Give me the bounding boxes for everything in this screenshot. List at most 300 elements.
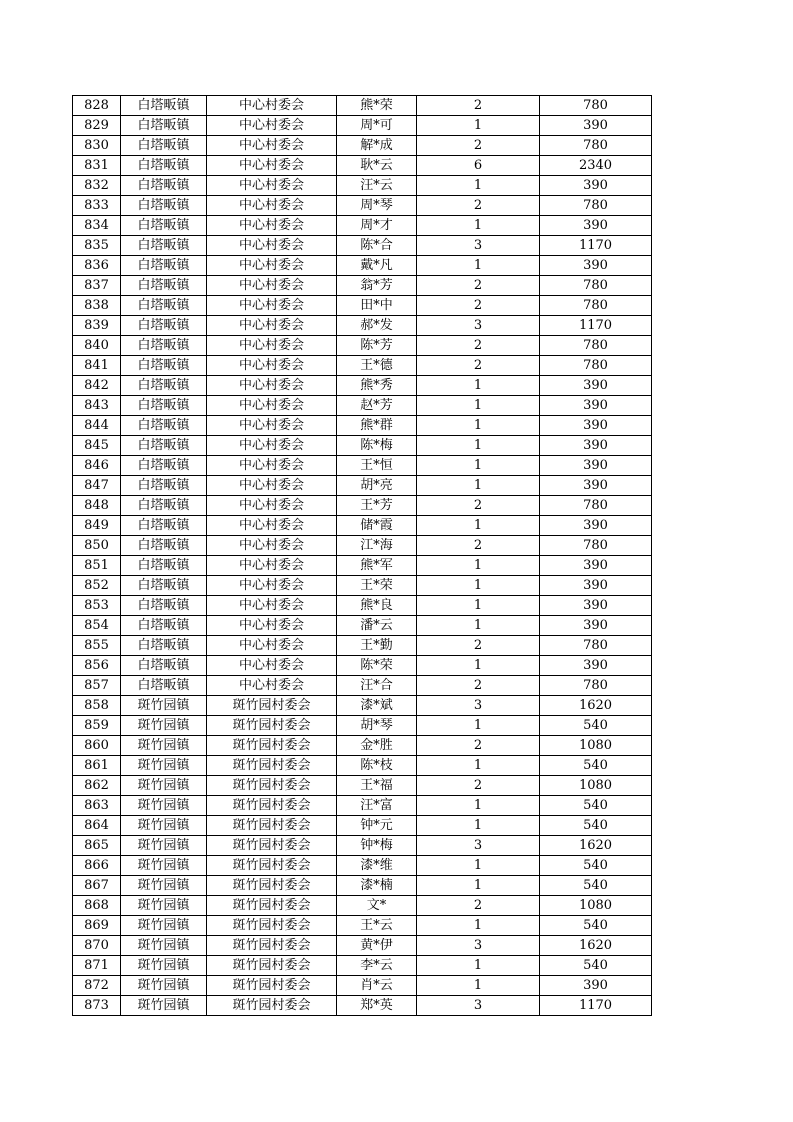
cell-serial-number: 854 xyxy=(73,616,121,636)
table-row xyxy=(73,676,652,696)
cell-town: 白塔畈镇 xyxy=(121,236,207,256)
cell-serial-number: 857 xyxy=(73,676,121,696)
cell-serial-number: 855 xyxy=(73,636,121,656)
cell-amount: 390 xyxy=(540,456,652,476)
cell-amount: 1620 xyxy=(540,696,652,716)
cell-village-committee: 中心村委会 xyxy=(207,96,337,116)
table-row xyxy=(73,296,652,316)
cell-amount: 780 xyxy=(540,636,652,656)
table-row xyxy=(73,636,652,656)
cell-town: 白塔畈镇 xyxy=(121,576,207,596)
cell-amount: 540 xyxy=(540,956,652,976)
cell-amount: 390 xyxy=(540,476,652,496)
cell-person-name: 周*可 xyxy=(337,116,417,136)
cell-town: 白塔畈镇 xyxy=(121,456,207,476)
cell-town: 白塔畈镇 xyxy=(121,316,207,336)
table-row xyxy=(73,656,652,676)
cell-serial-number: 838 xyxy=(73,296,121,316)
cell-village-committee: 中心村委会 xyxy=(207,596,337,616)
cell-serial-number: 831 xyxy=(73,156,121,176)
cell-town: 斑竹园镇 xyxy=(121,876,207,896)
cell-town: 白塔畈镇 xyxy=(121,296,207,316)
cell-household-count: 1 xyxy=(417,816,540,836)
cell-town: 白塔畈镇 xyxy=(121,416,207,436)
cell-amount: 1170 xyxy=(540,996,652,1016)
cell-household-count: 1 xyxy=(417,956,540,976)
cell-village-committee: 中心村委会 xyxy=(207,336,337,356)
cell-serial-number: 872 xyxy=(73,976,121,996)
cell-serial-number: 834 xyxy=(73,216,121,236)
cell-household-count: 1 xyxy=(417,396,540,416)
cell-serial-number: 862 xyxy=(73,776,121,796)
table-row xyxy=(73,236,652,256)
cell-serial-number: 863 xyxy=(73,796,121,816)
cell-serial-number: 832 xyxy=(73,176,121,196)
table-row xyxy=(73,896,652,916)
cell-village-committee: 中心村委会 xyxy=(207,456,337,476)
cell-serial-number: 871 xyxy=(73,956,121,976)
table-row xyxy=(73,996,652,1016)
cell-person-name: 郑*英 xyxy=(337,996,417,1016)
cell-town: 斑竹园镇 xyxy=(121,996,207,1016)
cell-person-name: 漆*斌 xyxy=(337,696,417,716)
cell-serial-number: 865 xyxy=(73,836,121,856)
cell-village-committee: 斑竹园村委会 xyxy=(207,876,337,896)
cell-village-committee: 斑竹园村委会 xyxy=(207,936,337,956)
cell-household-count: 1 xyxy=(417,756,540,776)
cell-town: 白塔畈镇 xyxy=(121,116,207,136)
table-row xyxy=(73,116,652,136)
cell-village-committee: 中心村委会 xyxy=(207,116,337,136)
cell-serial-number: 836 xyxy=(73,256,121,276)
cell-household-count: 1 xyxy=(417,596,540,616)
cell-town: 斑竹园镇 xyxy=(121,816,207,836)
cell-person-name: 储*霞 xyxy=(337,516,417,536)
table-row xyxy=(73,496,652,516)
cell-serial-number: 828 xyxy=(73,96,121,116)
cell-household-count: 3 xyxy=(417,696,540,716)
cell-person-name: 郝*发 xyxy=(337,316,417,336)
table-row xyxy=(73,796,652,816)
cell-amount: 1620 xyxy=(540,836,652,856)
table-row xyxy=(73,436,652,456)
cell-serial-number: 840 xyxy=(73,336,121,356)
cell-person-name: 陈*梅 xyxy=(337,436,417,456)
cell-village-committee: 中心村委会 xyxy=(207,316,337,336)
table-row xyxy=(73,616,652,636)
cell-serial-number: 849 xyxy=(73,516,121,536)
table-row xyxy=(73,336,652,356)
cell-village-committee: 斑竹园村委会 xyxy=(207,956,337,976)
cell-village-committee: 中心村委会 xyxy=(207,196,337,216)
cell-amount: 1080 xyxy=(540,776,652,796)
roster-table-body xyxy=(73,96,652,1016)
cell-village-committee: 中心村委会 xyxy=(207,576,337,596)
table-row xyxy=(73,136,652,156)
cell-amount: 540 xyxy=(540,876,652,896)
cell-person-name: 周*琴 xyxy=(337,196,417,216)
cell-serial-number: 829 xyxy=(73,116,121,136)
cell-household-count: 2 xyxy=(417,356,540,376)
cell-household-count: 2 xyxy=(417,676,540,696)
cell-serial-number: 867 xyxy=(73,876,121,896)
cell-amount: 390 xyxy=(540,216,652,236)
cell-serial-number: 861 xyxy=(73,756,121,776)
cell-person-name: 潘*云 xyxy=(337,616,417,636)
cell-serial-number: 848 xyxy=(73,496,121,516)
cell-town: 白塔畈镇 xyxy=(121,596,207,616)
cell-amount: 390 xyxy=(540,396,652,416)
cell-village-committee: 中心村委会 xyxy=(207,356,337,376)
cell-amount: 390 xyxy=(540,656,652,676)
cell-amount: 780 xyxy=(540,136,652,156)
cell-town: 白塔畈镇 xyxy=(121,616,207,636)
cell-household-count: 2 xyxy=(417,896,540,916)
cell-amount: 1080 xyxy=(540,896,652,916)
cell-household-count: 3 xyxy=(417,236,540,256)
table-row xyxy=(73,776,652,796)
cell-village-committee: 中心村委会 xyxy=(207,176,337,196)
cell-amount: 780 xyxy=(540,536,652,556)
cell-household-count: 1 xyxy=(417,436,540,456)
cell-person-name: 王*芳 xyxy=(337,496,417,516)
cell-person-name: 汪*合 xyxy=(337,676,417,696)
table-row xyxy=(73,196,652,216)
cell-household-count: 2 xyxy=(417,336,540,356)
cell-person-name: 王*恒 xyxy=(337,456,417,476)
cell-amount: 780 xyxy=(540,676,652,696)
cell-household-count: 2 xyxy=(417,736,540,756)
cell-person-name: 耿*云 xyxy=(337,156,417,176)
cell-amount: 540 xyxy=(540,756,652,776)
cell-person-name: 熊*荣 xyxy=(337,96,417,116)
cell-serial-number: 859 xyxy=(73,716,121,736)
table-row xyxy=(73,756,652,776)
cell-serial-number: 868 xyxy=(73,896,121,916)
cell-person-name: 江*海 xyxy=(337,536,417,556)
cell-town: 斑竹园镇 xyxy=(121,716,207,736)
cell-town: 白塔畈镇 xyxy=(121,396,207,416)
cell-town: 斑竹园镇 xyxy=(121,836,207,856)
table-row xyxy=(73,356,652,376)
cell-person-name: 熊*军 xyxy=(337,556,417,576)
cell-person-name: 文* xyxy=(337,896,417,916)
cell-village-committee: 斑竹园村委会 xyxy=(207,996,337,1016)
roster-table xyxy=(72,95,652,1016)
cell-person-name: 汪*富 xyxy=(337,796,417,816)
cell-amount: 780 xyxy=(540,276,652,296)
table-row xyxy=(73,276,652,296)
table-row xyxy=(73,216,652,236)
cell-amount: 390 xyxy=(540,616,652,636)
cell-village-committee: 中心村委会 xyxy=(207,636,337,656)
cell-household-count: 2 xyxy=(417,136,540,156)
cell-town: 白塔畈镇 xyxy=(121,156,207,176)
table-row xyxy=(73,836,652,856)
cell-amount: 390 xyxy=(540,596,652,616)
cell-household-count: 2 xyxy=(417,276,540,296)
cell-person-name: 王*云 xyxy=(337,916,417,936)
cell-person-name: 黄*伊 xyxy=(337,936,417,956)
cell-amount: 390 xyxy=(540,416,652,436)
cell-household-count: 1 xyxy=(417,876,540,896)
cell-household-count: 2 xyxy=(417,776,540,796)
cell-town: 斑竹园镇 xyxy=(121,696,207,716)
table-row xyxy=(73,556,652,576)
table-row xyxy=(73,596,652,616)
cell-village-committee: 斑竹园村委会 xyxy=(207,896,337,916)
cell-amount: 390 xyxy=(540,516,652,536)
cell-village-committee: 斑竹园村委会 xyxy=(207,836,337,856)
cell-serial-number: 873 xyxy=(73,996,121,1016)
cell-village-committee: 中心村委会 xyxy=(207,396,337,416)
cell-town: 斑竹园镇 xyxy=(121,776,207,796)
cell-household-count: 6 xyxy=(417,156,540,176)
cell-village-committee: 中心村委会 xyxy=(207,436,337,456)
cell-household-count: 1 xyxy=(417,516,540,536)
cell-town: 斑竹园镇 xyxy=(121,916,207,936)
table-row xyxy=(73,96,652,116)
cell-household-count: 1 xyxy=(417,556,540,576)
cell-town: 白塔畈镇 xyxy=(121,336,207,356)
cell-household-count: 2 xyxy=(417,636,540,656)
cell-village-committee: 斑竹园村委会 xyxy=(207,776,337,796)
cell-village-committee: 中心村委会 xyxy=(207,236,337,256)
table-row xyxy=(73,476,652,496)
cell-town: 斑竹园镇 xyxy=(121,796,207,816)
cell-serial-number: 846 xyxy=(73,456,121,476)
cell-amount: 390 xyxy=(540,436,652,456)
table-row xyxy=(73,456,652,476)
cell-village-committee: 中心村委会 xyxy=(207,416,337,436)
cell-village-committee: 中心村委会 xyxy=(207,556,337,576)
cell-amount: 780 xyxy=(540,356,652,376)
cell-household-count: 2 xyxy=(417,196,540,216)
cell-person-name: 汪*云 xyxy=(337,176,417,196)
cell-serial-number: 845 xyxy=(73,436,121,456)
table-row xyxy=(73,176,652,196)
cell-town: 白塔畈镇 xyxy=(121,636,207,656)
cell-person-name: 钟*元 xyxy=(337,816,417,836)
cell-household-count: 1 xyxy=(417,576,540,596)
cell-person-name: 王*福 xyxy=(337,776,417,796)
cell-amount: 780 xyxy=(540,296,652,316)
cell-village-committee: 中心村委会 xyxy=(207,476,337,496)
table-row xyxy=(73,536,652,556)
cell-person-name: 戴*凡 xyxy=(337,256,417,276)
cell-household-count: 1 xyxy=(417,796,540,816)
cell-serial-number: 864 xyxy=(73,816,121,836)
table-row xyxy=(73,416,652,436)
cell-serial-number: 870 xyxy=(73,936,121,956)
cell-amount: 540 xyxy=(540,796,652,816)
cell-amount: 540 xyxy=(540,856,652,876)
cell-village-committee: 斑竹园村委会 xyxy=(207,796,337,816)
cell-village-committee: 中心村委会 xyxy=(207,496,337,516)
cell-household-count: 1 xyxy=(417,856,540,876)
cell-amount: 780 xyxy=(540,496,652,516)
cell-serial-number: 839 xyxy=(73,316,121,336)
cell-town: 白塔畈镇 xyxy=(121,276,207,296)
cell-town: 白塔畈镇 xyxy=(121,436,207,456)
cell-village-committee: 中心村委会 xyxy=(207,136,337,156)
cell-amount: 1080 xyxy=(540,736,652,756)
table-row xyxy=(73,956,652,976)
cell-amount: 390 xyxy=(540,376,652,396)
cell-household-count: 2 xyxy=(417,496,540,516)
cell-person-name: 田*中 xyxy=(337,296,417,316)
cell-village-committee: 斑竹园村委会 xyxy=(207,916,337,936)
cell-town: 斑竹园镇 xyxy=(121,756,207,776)
cell-town: 白塔畈镇 xyxy=(121,216,207,236)
cell-person-name: 李*云 xyxy=(337,956,417,976)
cell-village-committee: 中心村委会 xyxy=(207,156,337,176)
cell-household-count: 1 xyxy=(417,416,540,436)
cell-household-count: 1 xyxy=(417,976,540,996)
cell-serial-number: 853 xyxy=(73,596,121,616)
cell-person-name: 胡*亮 xyxy=(337,476,417,496)
cell-town: 白塔畈镇 xyxy=(121,676,207,696)
cell-serial-number: 843 xyxy=(73,396,121,416)
cell-town: 白塔畈镇 xyxy=(121,656,207,676)
cell-town: 白塔畈镇 xyxy=(121,96,207,116)
cell-amount: 780 xyxy=(540,336,652,356)
cell-person-name: 王*勤 xyxy=(337,636,417,656)
cell-person-name: 钟*梅 xyxy=(337,836,417,856)
cell-person-name: 赵*芳 xyxy=(337,396,417,416)
cell-serial-number: 841 xyxy=(73,356,121,376)
cell-village-committee: 中心村委会 xyxy=(207,376,337,396)
cell-amount: 390 xyxy=(540,976,652,996)
table-row xyxy=(73,856,652,876)
cell-household-count: 3 xyxy=(417,836,540,856)
table-row xyxy=(73,516,652,536)
cell-village-committee: 斑竹园村委会 xyxy=(207,756,337,776)
cell-town: 斑竹园镇 xyxy=(121,856,207,876)
cell-person-name: 熊*秀 xyxy=(337,376,417,396)
cell-serial-number: 860 xyxy=(73,736,121,756)
table-row xyxy=(73,716,652,736)
cell-serial-number: 858 xyxy=(73,696,121,716)
cell-amount: 1170 xyxy=(540,316,652,336)
cell-amount: 2340 xyxy=(540,156,652,176)
cell-serial-number: 833 xyxy=(73,196,121,216)
cell-amount: 1620 xyxy=(540,936,652,956)
cell-household-count: 3 xyxy=(417,996,540,1016)
cell-household-count: 1 xyxy=(417,216,540,236)
cell-household-count: 1 xyxy=(417,116,540,136)
cell-town: 白塔畈镇 xyxy=(121,376,207,396)
cell-person-name: 解*成 xyxy=(337,136,417,156)
cell-person-name: 熊*群 xyxy=(337,416,417,436)
cell-town: 白塔畈镇 xyxy=(121,536,207,556)
cell-town: 白塔畈镇 xyxy=(121,516,207,536)
table-row xyxy=(73,316,652,336)
cell-household-count: 1 xyxy=(417,176,540,196)
cell-village-committee: 中心村委会 xyxy=(207,516,337,536)
cell-village-committee: 斑竹园村委会 xyxy=(207,696,337,716)
cell-serial-number: 844 xyxy=(73,416,121,436)
cell-amount: 540 xyxy=(540,916,652,936)
cell-serial-number: 851 xyxy=(73,556,121,576)
table-row xyxy=(73,916,652,936)
cell-household-count: 2 xyxy=(417,96,540,116)
cell-person-name: 陈*芳 xyxy=(337,336,417,356)
cell-town: 白塔畈镇 xyxy=(121,136,207,156)
table-row xyxy=(73,816,652,836)
table-row xyxy=(73,156,652,176)
cell-village-committee: 斑竹园村委会 xyxy=(207,816,337,836)
cell-serial-number: 869 xyxy=(73,916,121,936)
cell-serial-number: 866 xyxy=(73,856,121,876)
table-row xyxy=(73,376,652,396)
cell-amount: 390 xyxy=(540,116,652,136)
cell-household-count: 1 xyxy=(417,656,540,676)
cell-amount: 780 xyxy=(540,196,652,216)
cell-amount: 390 xyxy=(540,556,652,576)
cell-town: 白塔畈镇 xyxy=(121,356,207,376)
cell-amount: 390 xyxy=(540,576,652,596)
cell-person-name: 王*荣 xyxy=(337,576,417,596)
cell-serial-number: 856 xyxy=(73,656,121,676)
cell-household-count: 1 xyxy=(417,616,540,636)
cell-household-count: 1 xyxy=(417,376,540,396)
cell-household-count: 1 xyxy=(417,476,540,496)
cell-village-committee: 中心村委会 xyxy=(207,616,337,636)
cell-household-count: 1 xyxy=(417,716,540,736)
cell-household-count: 1 xyxy=(417,456,540,476)
cell-amount: 390 xyxy=(540,176,652,196)
cell-household-count: 3 xyxy=(417,316,540,336)
cell-village-committee: 中心村委会 xyxy=(207,276,337,296)
cell-serial-number: 842 xyxy=(73,376,121,396)
cell-household-count: 2 xyxy=(417,536,540,556)
cell-person-name: 肖*云 xyxy=(337,976,417,996)
cell-village-committee: 斑竹园村委会 xyxy=(207,716,337,736)
table-row xyxy=(73,256,652,276)
cell-town: 白塔畈镇 xyxy=(121,256,207,276)
cell-person-name: 陈*荣 xyxy=(337,656,417,676)
cell-town: 斑竹园镇 xyxy=(121,936,207,956)
cell-amount: 540 xyxy=(540,716,652,736)
cell-serial-number: 850 xyxy=(73,536,121,556)
cell-serial-number: 835 xyxy=(73,236,121,256)
cell-person-name: 漆*楠 xyxy=(337,876,417,896)
cell-village-committee: 中心村委会 xyxy=(207,656,337,676)
cell-amount: 1170 xyxy=(540,236,652,256)
cell-village-committee: 中心村委会 xyxy=(207,216,337,236)
cell-person-name: 胡*琴 xyxy=(337,716,417,736)
table-row xyxy=(73,936,652,956)
cell-person-name: 周*才 xyxy=(337,216,417,236)
table-row xyxy=(73,736,652,756)
table-row xyxy=(73,976,652,996)
cell-household-count: 1 xyxy=(417,256,540,276)
cell-person-name: 熊*良 xyxy=(337,596,417,616)
cell-village-committee: 中心村委会 xyxy=(207,296,337,316)
cell-person-name: 王*德 xyxy=(337,356,417,376)
cell-town: 白塔畈镇 xyxy=(121,556,207,576)
cell-person-name: 陈*枝 xyxy=(337,756,417,776)
cell-person-name: 金*胜 xyxy=(337,736,417,756)
cell-serial-number: 837 xyxy=(73,276,121,296)
cell-household-count: 3 xyxy=(417,936,540,956)
cell-serial-number: 852 xyxy=(73,576,121,596)
cell-village-committee: 中心村委会 xyxy=(207,256,337,276)
cell-person-name: 翁*芳 xyxy=(337,276,417,296)
cell-village-committee: 斑竹园村委会 xyxy=(207,976,337,996)
cell-village-committee: 中心村委会 xyxy=(207,536,337,556)
